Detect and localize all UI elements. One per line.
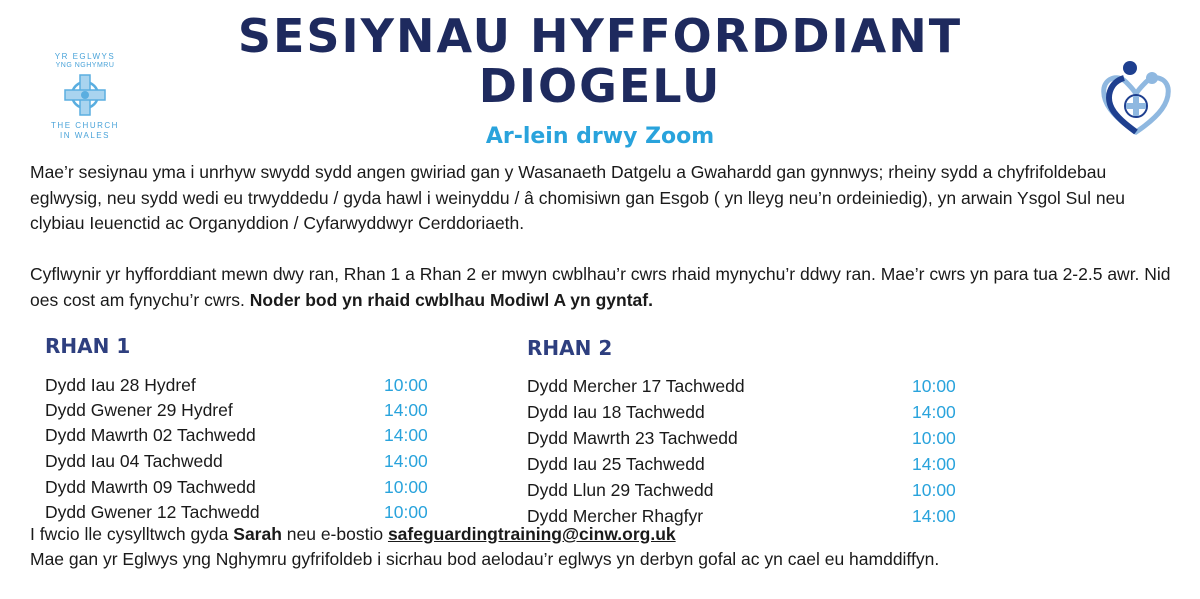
- session-time: 10:00: [912, 428, 956, 448]
- session-time: 10:00: [912, 376, 956, 396]
- page-title-line1: SESIYNAU HYFFORDDIANT: [237, 9, 963, 63]
- contact-middle: neu e-bostio: [281, 524, 388, 544]
- session-day: Dydd Iau 25 Tachwedd: [527, 454, 705, 474]
- contact-email-link[interactable]: safeguardingtraining@cinw.org.uk: [387, 524, 676, 544]
- session-day: Dydd Mercher Rhagfyr: [527, 506, 704, 526]
- part1-heading: RHAN 1: [45, 334, 131, 358]
- session-day: Dydd Llun 29 Tachwedd: [527, 480, 714, 500]
- logo-text-line3: THE CHURCH: [51, 121, 119, 130]
- session-time: 14:00: [384, 400, 428, 420]
- church-in-wales-logo: [40, 52, 130, 142]
- session-time: 14:00: [912, 402, 956, 422]
- celtic-cross-icon: [63, 73, 107, 117]
- session-time: 14:00: [912, 454, 956, 474]
- session-day: Dydd Mawrth 23 Tachwedd: [527, 428, 738, 448]
- session-day: Dydd Iau 04 Tachwedd: [45, 451, 223, 471]
- footer-statement: Mae gan yr Eglwys yng Nghymru gyfrifoldeb i sicrhau bod aelodau’r eglwys yn derbyn gofal ac yn cael eu hamddiffyn.: [30, 549, 940, 569]
- session-time: 14:00: [912, 506, 956, 526]
- contact-prefix: I fwcio lle cysylltwch gyda: [30, 524, 234, 544]
- contact-name: Sarah: [233, 524, 282, 544]
- course-info-text: Cyflwynir yr hyfforddiant mewn dwy ran, Rhan 1 a Rhan 2 er mwyn cwblhau’r cwrs rhaid mynychu’r ddwy ran. Mae’r cwrs yn para tua 2-2.5 awr. Nid oes cost am fynychu’r cwrs.: [30, 264, 1171, 310]
- intro-paragraph: Mae’r sesiynau yma i unrhyw swydd sydd angen gwiriad gan y Wasanaeth Datgelu a Gwahardd gan gynnwys; rheiny sydd a chyfrifoldebau eglwysig, neu sydd wedi eu trwyddedu / gyda hawl i weinyddu / â chomisiwn gan Esgob ( yn lleyg neu’n ordeiniedig), yn arwain Ysgol Sul neu clybiau Ieuenctid ac Organyddion / Cyfarwyddwyr Cerddoriaeth.: [30, 162, 1126, 233]
- session-day: Dydd Gwener 12 Tachwedd: [45, 502, 260, 522]
- contact-line: [30, 522, 1180, 548]
- session-day: Dydd Mercher 17 Tachwedd: [527, 376, 745, 396]
- part2-heading: RHAN 2: [527, 336, 613, 360]
- session-day: Dydd Mawrth 09 Tachwedd: [45, 477, 256, 497]
- course-info-bold-note: Noder bod yn rhaid cwblhau Modiwl A yn gyntaf.: [249, 289, 653, 310]
- session-time: 10:00: [384, 502, 428, 522]
- session-time: 10:00: [384, 375, 428, 395]
- session-day: Dydd Gwener 29 Hydref: [45, 400, 233, 420]
- session-time: 14:00: [384, 425, 428, 445]
- session-time: 14:00: [384, 451, 428, 471]
- logo-text-line1: YR EGLWYS: [54, 52, 116, 61]
- session-day: Dydd Iau 28 Hydref: [45, 375, 196, 395]
- session-day: Dydd Iau 18 Tachwedd: [527, 402, 705, 422]
- session-time: 10:00: [384, 477, 428, 497]
- page-subtitle: Ar-lein drwy Zoom: [485, 124, 715, 149]
- course-info-paragraph: [30, 262, 1180, 313]
- session-day: Dydd Mawrth 02 Tachwedd: [45, 425, 256, 445]
- session-time: 10:00: [912, 480, 956, 500]
- logo-text-line2: YNG NGHYMRU: [55, 62, 115, 69]
- page-title-line2: DIOGELU: [478, 59, 722, 113]
- safeguarding-heart-logo-icon: [1100, 58, 1172, 138]
- logo-text-line4: IN WALES: [60, 131, 110, 140]
